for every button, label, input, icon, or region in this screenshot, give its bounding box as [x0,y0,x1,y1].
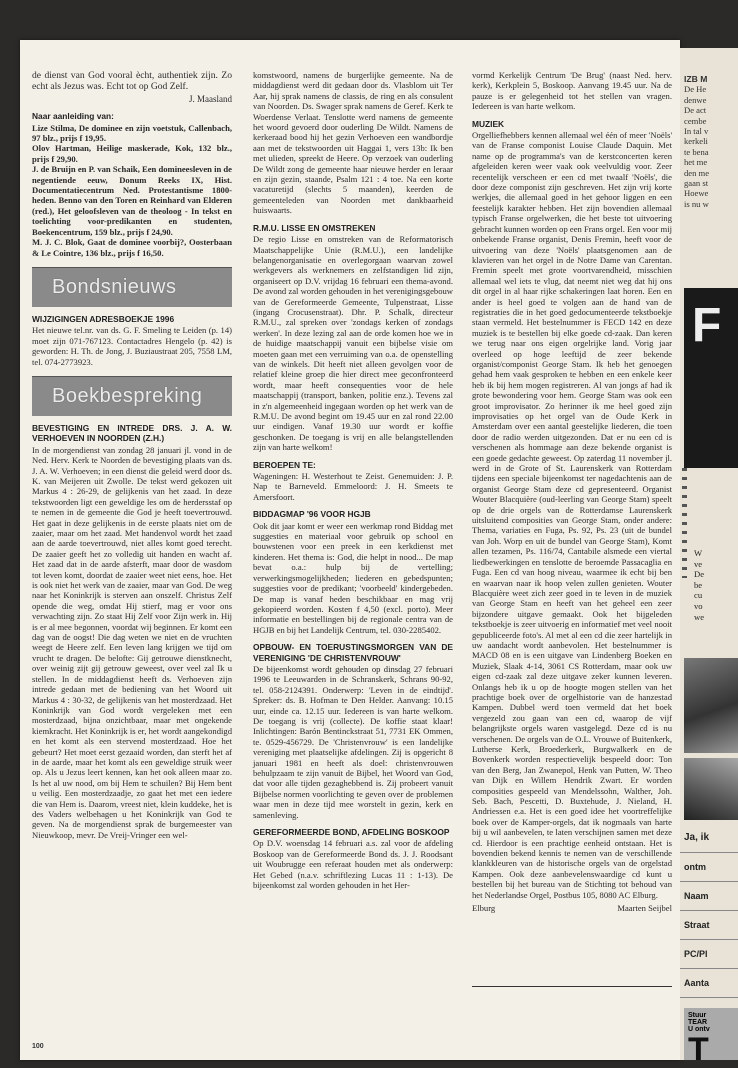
reference-item: Lize Stilma, De dominee en zijn voetstuk, Callenbach, 97 blz., prijs f 19,95. [32,122,232,144]
beroepen-text: Wageningen: H. Westerhout te Zeist. Genemuiden: J. P. Nap te Barneveld. Emmeloord: J. H. Smeets te Amersfoort. [253,471,453,502]
facing-line: ve [694,558,703,569]
facing-line: cu [694,590,703,601]
opbouw-text: De bijeenkomst wordt gehouden op dinsdag 27 februari 1996 te Leeuwarden in de Schranskerk, Schrans 90-92, tel. 058-2124391. Onderwerp: 'Leven in de eindtijd'. Spreker: ds. B. Hofman te Den Helder. Aanvang: 10.15 uur, einde ca. 12.15 uur. Iedereen is van harte welkom. De toegang is vrij (collecte). De koffie staat klaar! Inlichtingen: Barón Bentinckstraat 51, 7731 EK Ommen, te. 0529-456729. De 'Christenvrouw' is een landelijke vereniging met plaatselijke afdelingen. Zij is opgericht 8 januari 1981 en heeft als doel: christenvrouwen behulpzaam te zijn vanuit de Bijbel, het Woord van God, dat voor alle tijden gezaghebbend is. Zij probeert vanuit Bijbelse normen voorlichting te geven over de problemen waar men in deze tijd mee worstelt in gezin, kerk en samenleving. [253,663,453,820]
photo-fragment [684,758,738,820]
magazine-page [20,40,680,1060]
facing-line: In tal v [684,126,709,137]
beroepen-heading: BEROEPEN TE: [253,459,316,470]
banner-title: Boekbespreking [52,385,203,408]
rmu-heading: R.M.U. LISSE EN OMSTREKEN [253,222,376,233]
facing-page-fragment [680,48,738,1060]
rmu-text: De regio Lisse en omstreken van de Reformatorisch Maatschappelijke Unie (R.M.U.), een landelijke belangenorganisatie en overlegorgaan waarvan zowel werkgevers als werknemers en zelfstandigen lid zijn, organiseert op D.V. vrijdag 16 februari een thema-avond. De avond zal worden gehouden in het verenigingsgebouw van de Gereformeerde Gemeente, Tulpenstraat, Lisse (ingang Crocusenstraat). Dhr. P. Schalk, directeur R.M.U., zal spreken over 'zondags kerken of zondags werken'. In deze lezing zal aan de orde komen hoe we in de huidige maatschappij vanuit een bijbelse visie om moeten gaan met een verruiming van o.a. de openstelling van de winkels. Dit heeft niet alleen gevolgen voor de relatief kleine groep die hier direct mee geconfronteerd wordt, maar heeft consequenties voor de hele maatschappij (transport, banken, politie enz.). Tevens zal in z'n algemeenheid ingegaan worden op het werk van de R.M.U. De avond begint om 19.45 uur en zal rond 22.00 uur eindigen. Vanaf 19.30 uur wordt er koffie geschonken. De toegang is vrij en alle belangstellenden zijn van harte welkom! [253,234,453,453]
facing-line: W [694,548,703,558]
naar-aanleiding-heading: Naar aanleiding van: [32,111,114,122]
facing-line: kerkeli [684,136,708,147]
signoff-author: Maarten Seijbel [617,903,672,914]
coupon-field-street: Straat [680,911,738,940]
muziek-text: Orgelliefhebbers kennen allemaal wel één of meer 'Noëls' van de Franse componist Louise Claude Daquin. Met name op de programma's van de kerstconcerten keren afgeleiden keren weer vaak ook veelvuldig voor. Zeer recentelijk verscheen er een cd met twaalf 'Noëls', die door deze componist zijn geschreven. Het zijn vrij korte werkjes, die allemaal goed in het gehoor liggen en een feestelijk karakter hebben. Het zijn bovendien allemaal typisch Franse orgelwerken, die het beste tot uitvoering gebracht kunnen worden op een Frans orgel. Een voor mij onbekende Franse organist, Denis Fremin, heeft voor de uitvoering van deze 'Noëls' plaatsgenomen aan de klavieren van het orgel in de Notre Dame van Carentan. Fremin speelt met grote voortvarendheid, misschien allemaal wel iets te vlug, dat neemt niet weg dat hij ons dit orgel in al haar rijke schakeringen laat horen. Een en ander is heel goed te volgen aan de hand van de registraties die in het goed gedocumenteerde tekstboekje staan vermeld. Het bestelnummer is FECD 142 en deze muziek is te bestellen bij elke goede cd-zaak. Dan keren we terug naar ons eigen orgelrijke land. Vorig jaar overleed op hoge leeftijd de zeer bekende organist/componist George Stam. Ik heb het genoegen gehad hem vaak gesproken te hebben en een enkele keer heb ik bij hem mogen registreren. Al van jongs af had ik grote bewondering voor hem. George Stam was ook een groot improvisator. Zo herinner ik me heel goed zijn improvisaties op het orgel van de Oude Kerk in Amsterdam over een aantal geestelijke liederen, die toen door de radio werden uitgezonden. Dat er nu een cd is verschenen als hommage aan deze bekende organist is een goede gedachte geweest. Op zaterdag 11 november jl. werd in de Grote of St. Laurenskerk van Rotterdam tijdens een speciale bijeenkomst ter nagedachtenis aan de organist George Stam deze cd gepresenteerd. Organist Wouter Blacquière (oud-leerling van George Stam) speelt op de drie orgels van de Rotterdamse Laurenskerk uitsluitend composities van George Stam, onder andere: Thema, variaties en Fuga, Ps. 92, Ps. 23 (uit de bundel van Joh. Worp en uit de bundel van George Stam), Komt allen tezamen, Ps. 116/74, Cantabile alsmede een viertal liedbewerkingen en tenslotte de beroemde Passacaglia en Fuga. Een cd van hoog niveau, waarmee ik echt bij ben en waarvan naar ik hoop velen zullen genieten. Wouter Blacquière weet zich zeer goed in te leven in de muziek van George Stam en heeft van het geheel een zeer bijzondere uitgave gemaakt. Ook het bijgeleden tekstboekje is zeer uitvoerig en informatief met veel nooit gepubliceerde foto's. Al met al een cd die zeer hartelijk in uw aandacht wordt aanbevolen. Het bestelnummer is MACD 08 en is een uitgave van Lindenberg Boeken en Muziek, Slaak 4-14, 3061 CS Rotterdam, maar ook uw eigen cd-zaak zal deze uitgave zeker kunnen leveren. Onlangs heb ik u op de hoogte mogen stellen van het prachtige boek over de orgelhistorie van de hanzestad Kampen. Dubbel werd toen vermeld dat het boek vergezeld zou gaan van een cd, waarop de vijf belangrijkste orgels waren vastgelegd. Deze cd is nu verschenen. De orgels van de O.L. Vrouwe of Buitenkerk, Lutherse Kerk, Broederkerk, Burgwalkerk en de Bovenkerk worden respectievelijk bespeeld door: Ton van den Berg, Jan Zwanepol, Henk van Putten, W. Theo van Dijk en Willem Hendrik Zwart. Er worden composities gespeeld van Mendelssohn, Walther, Joh. Seb. Bach, Pescetti, D. Buxtehude, J. Nieland, H. Andriessen e.a. Het is een goed idee het voortreffelijke boek over de Kamper-orgels, dat ik nogmaals van harte bij u wil aanbevelen, te laten verschijnen samen met deze cd. Hierdoor is een prachtige eenheid ontstaan. Het is bovendien bekend kennis te nemen van de verschillende klankkleuren van de historische orgels van de orgelstad Kampen. Ook deze aanbevelenswaardige cd kunt u bestellen bij het bureau van de Stichting tot behoud van het Nederlandse Orgel, Postbus 105, 8080 AC Elburg. [472,130,672,900]
column-left [32,70,232,841]
kerkelijk-centrum-text: vormd Kerkelijk Centrum 'De Brug' (naast Ned. herv. kerk), Kerkplein 5, Boskoop. Aanvang 19.45 uur. Na de pauze is er gelegenheid tot het stellen van vragen. Iedereen is van harte welkom. [472,70,672,112]
muziek-signoff [472,903,672,913]
facing-line: is nu w [684,198,709,209]
reference-item: Olov Hartman, Heilige maskerade, Kok, 132 blz., prijs f 29,90. [32,143,232,164]
facing-line: De He [684,84,707,95]
coupon-footer-line: Stuur [688,1012,707,1019]
signoff-place: Elburg [472,903,496,914]
facing-line: cembe [684,115,707,126]
author-signature: J. Maasland [189,93,232,104]
dotted-border [682,468,687,578]
facing-line: Hoewe [684,188,709,199]
column-end-rule [472,986,672,987]
facing-line: den me [684,167,710,178]
muziek-heading: MUZIEK [472,118,505,129]
reference-item: J. de Bruijn en P. van Schaik, Een domineesleven in de negentiende eeuw, Donum Reeks IX, Hist. Documentatiecentrum Ned. Protestantisme 1800-heden. Benno van den Toren en Reinhard van Elderen (red.), Het geloofsleven van de theoloog - In tekst en toelichting voor-predikanten en studenten, Boekencentrum, 159 blz., prijs f 24,90. [32,164,232,237]
wijzigingen-heading: WIJZIGINGEN ADRESBOEKJE 1996 [32,313,175,324]
bevestiging-heading: BEVESTIGING EN INTREDE DRS. J. A. W. VERHOEVEN IN NOORDEN (Z.H.) [32,422,232,444]
facing-page-text [684,74,738,209]
facing-line: we [694,611,705,622]
coupon-line: Ja, ik [680,823,738,853]
facing-line: vo [694,600,703,611]
column-right [472,70,672,914]
facing-line: IZB M [684,74,708,84]
facing-fragment-text [694,548,704,622]
bevestiging-text: In de morgendienst van zondag 28 januari jl. vond in de Ned. Herv. Kerk te Noorden de bevestiging plaats van ds. J. A. W. Verhoeven; in een dienst die geleid werd door ds. K. van Meijeren uit Zwolle. De tekst werd gekozen uit Markus 4 : 26-29, de gelijkenis van het zaad. In deze tekstwoorden ligt een geweldige les om de herdersstaf op te nemen in de gemeente die God je heeft toevertrouwd. Het gaat in deze gelijkenis in de eerste plaats niet om de zaaier, maar om het zaad. Met handenvol wordt het zaad aan de aarde toevertrouwd, niet alles komt goed terecht. De zaaier geeft het zo volledig uit handen en wacht af. Het zaad dat in de aarde afsterft, maar door de wasdom tot leven komt, doordat de zaaier weet niet eens, hoe. Het is ook niet het werk van de zaaier, maar van God. De weg naar het Koninkrijk is sterven aan onszelf. Christus Zelf opende die weg, omdat Hij stierf, mag er voor ons verwachting zijn. Zo staat Hij Zelf voor Zijn werk in. Hij is er al mee begonnen, voordat wij beginnen. Er komt een dag van de oogst! Die dag weten we niet en de vruchten weegt de Heere zelf. Een leven lang krijgen we tijd om vrucht te dragen. De belofte: Gij getrouwe dienstknecht, over weinig zijt gij getrouw geweest, over veel zal Ik u stellen. In de middagdienst heeft ds. Verhoeven zijn intrede gedaan met de bediening van het Woord uit Markus 4 : 30-32, de gelijkenis van het mosterdzaad. Het Koninkrijk van God wordt vergeleken met een mosterdzaad, bijna onzichtbaar, maar met ongekende kiemkracht. Het Koninkrijk is er, het wordt aangekondigd en het komt als een stervend mosterdzaad. Hoe het gebeurt? Het moet eerst gezaaid worden, dan sterft het af in de aarde, maar het komt als een geweldige struik weer op. Als u Jezus leert kennen, kan het ook alleen maar zo. Is het al uw nood, om bij Hem te schuilen? Bij Hem bent u veilig. Een mosterdzaadje, zo gaat het met een iedere die van Hem is. Daarom, vreest niet, klein kuddeke, het is des Vaders welbehagen u het Koninkrijk van God te geven. Na de morgendienst sprak de burgemeester van Nieuwkoop, mevr. De Vreij-Vringer een wel- [32,444,232,840]
wijzigingen-text: Het nieuwe tel.nr. van ds. G. F. Smeling te Leiden (p. 14) moet zijn 071-767123. Contactadres Hengelo (p. 42) is geworden: H. Th. de Jong, J. Buziaustraat 205, 7558 LM, tel. 074-2773923. [32,325,232,367]
coupon-line: ontm [680,853,738,882]
photo-fragment [684,658,738,753]
geref-bond-heading: GEREFORMEERDE BOND, AFDELING BOSKOOP [253,827,450,838]
section-banner-boekbespreking [32,376,232,416]
coupon-footer-letter: T [688,1031,709,1060]
biddagmap-heading: BIDDAGMAP '96 VOOR HGJB [253,509,371,520]
advert-black-box [684,288,738,468]
coupon-form [680,823,738,998]
advert-letter: F [692,299,722,352]
coupon-footer-line: U ontv [688,1026,710,1033]
opbouw-heading: OPBOUW- EN TOERUSTINGSMORGEN VAN DE VERENIGING 'DE CHRISTENVROUW' [253,642,453,663]
coupon-footer-line: TEAR [688,1019,708,1026]
coupon-field-name: Naam [680,882,738,911]
facing-line: gaan st [684,178,709,189]
welkomstwoord-text: komstwoord, namens de burgerlijke gemeente. Na de middagdienst werd dit gedaan door ds. Vlasblom uit Ter Aar, hij sprak namens de classis, de ring en als consulent van Noorden. Ds. Swager sprak namens de Geref. Kerk te Woerdense Verlaat. Tenslotte werd namens de gemeente het woord gevoerd door ouderling De Wildt. Namens de kerkeraad bood hij het gezin Verhoeven een wandbordje aan met de tekstwoorden uit Haggai 1, vers 13b: Ik ben met ulieden, spreekt de Heere. Op verzoek van ouderling De Wildt zong de gemeente haar nieuwe herder en leraar en zijn gezin, staande, Psalm 121 : 4 toe. Na een korte vacaturetijd (slechts 5 maanden), keerden de gemeenteleden van Noorden met dankbaarheid huiswaarts. [253,70,453,216]
facing-line: De [694,569,705,580]
geref-bond-text: Op D.V. woensdag 14 februari a.s. zal voor de afdeling Boskoop van de Gereformeerde Bond ds. J. J. Roodsant uit Woubrugge een referaat houden met als onderwerp: Het Gebed (n.a.v. schriftlezing Lucas 11 : 1-13). De bijeenkomst zal worden gehouden in het Her- [253,838,453,891]
facing-line: denwe [684,94,707,105]
facing-line: het me [684,157,708,168]
coupon-footer [684,1008,738,1060]
article-ending: de dienst van God vooral ècht, authentiek zijn. Zo echt als Jezus was. Echt tot op God Zelf. [32,70,232,93]
coupon-field-count: Aanta [680,969,738,998]
coupon-field-postcode: PC/Pl [680,940,738,969]
facing-line: De act [684,105,707,116]
section-banner-bondsnieuws [32,267,232,307]
facing-line: te bena [684,146,709,157]
column-middle [253,70,453,891]
biddagmap-text: Ook dit jaar komt er weer een werkmap rond Biddag met suggesties en materiaal voor gebruik op school en bouwstenen voor een preek in een kerkdienst met kinderen. Het thema is: God, die helpt in nood... De map bevat o.a.: hulp bij de vertelling; verwerkingsmogelijkheden; liederen en gebedspunten; suggesties voor de predikant; 'voorbeeld' kindergebeden. De map is vanaf heden beschikbaar en mag vrij gekopieerd worden. Kosten f 4,50 (excl. porto). Meer informatie en bestellingen bij de regionale centra van de HGJB en bij het Landelijk Centrum, tel. 030-2285402. [253,520,453,635]
page-number: 100 [32,1043,44,1050]
facing-line: be [694,579,703,590]
banner-title: Bondsnieuws [52,276,177,299]
reference-item: M. J. C. Blok, Gaat de dominee voorbij?, Oosterbaan & Le Cointre, 136 blz., prijs f 16,50. [32,237,232,258]
